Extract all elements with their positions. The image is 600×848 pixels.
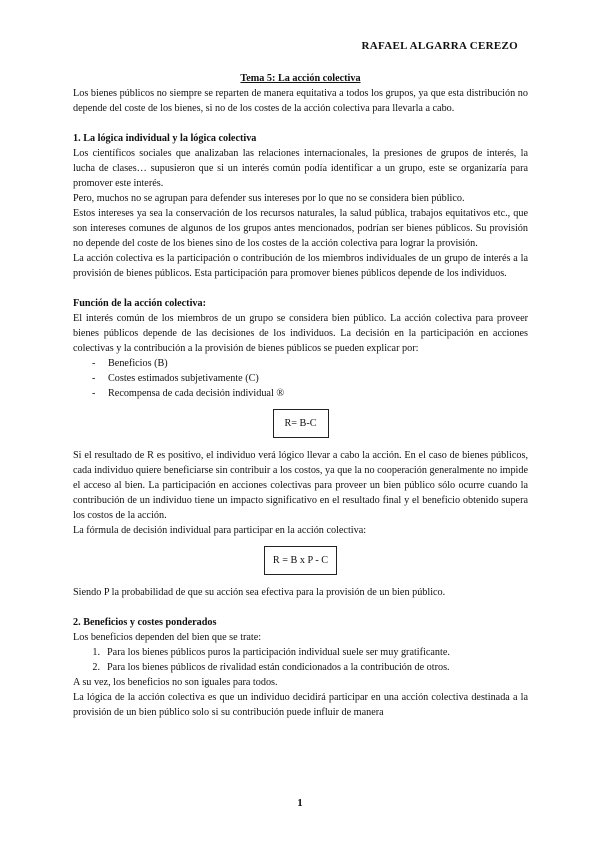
- list-text: Para los bienes públicos de rivalidad están condicionados a la contribución de otros.: [107, 662, 450, 673]
- formula-box-2: R = B x P - C: [264, 546, 337, 575]
- list-number: 2.: [92, 662, 100, 673]
- section-1-paragraph: Estos intereses ya sea la conservación de los recursos naturales, la salud pública, trabajos equitativos etc., que son intereses comunes de algunos de los grupos antes mencionados, podrían ser bienes públicos. Su provisión no depende del coste de los bienes sino de los costes de la acción colectiva para lograr la provisión.: [73, 208, 528, 249]
- section-1-paragraph: Pero, muchos no se agrupan para defender sus intereses por lo que no se considera bien público.: [73, 193, 465, 204]
- section-2-paragraph-3: La lógica de la acción colectiva es que un individuo decidirá participar en una acción colectiva destinada a la provisión de un bien público solo si su contribución puede influir de manera: [73, 692, 528, 718]
- benefits-list: [73, 645, 528, 675]
- list-item: - Recompensa de cada decisión individual ®: [73, 386, 528, 401]
- formula-box-1: R= B-C: [273, 409, 329, 438]
- funcion-paragraph-3: La fórmula de decisión individual para participar en la acción colectiva:: [73, 525, 367, 536]
- list-item: [73, 660, 528, 675]
- funcion-heading: Función de la acción colectiva:: [73, 298, 206, 309]
- section-2-heading: 2. Beneficios y costes ponderados: [73, 617, 217, 628]
- factors-list: [73, 356, 528, 401]
- page-number: 1: [297, 797, 303, 809]
- funcion-paragraph-2: Si el resultado de R es positivo, el individuo verá lógico llevar a cabo la acción. En el caso de bienes públicos, cada individuo quiere beneficiarse sin contribuir a los costos, ya que la no cooperación generalmente no impide el acceso al bien. La participación en acciones colectivas para proveer un bien público sólo ocurre cuando la contribución de un individuo tiene un impacto significativo en el resultado final y el beneficio obtenido supera los costos de la acción.: [73, 450, 528, 521]
- funcion-paragraph-4: Siendo P la probabilidad de que su acción sea efectiva para la provisión de un bien público.: [73, 587, 446, 598]
- document-title: Tema 5: La acción colectiva: [240, 73, 361, 84]
- list-item: - Beneficios (B): [73, 356, 528, 371]
- list-text: Para los bienes públicos puros la participación individual suele ser muy gratificante.: [107, 647, 450, 658]
- section-1-paragraph: La acción colectiva es la participación o contribución de los miembros individuales de un grupo de interés a la provisión de bienes públicos. Esta participación para promover bienes públicos depende de los individuos.: [73, 253, 528, 279]
- section-1-paragraph: Los científicos sociales que analizaban las relaciones internacionales, la presiones de grupos de interés, la lucha de clases… supusieron que si un interés común podía identificar a un grupo, este se organizaría para promover este interés.: [73, 148, 528, 189]
- section-2-paragraph-2: A su vez, los beneficios no son iguales para todos.: [73, 677, 278, 688]
- list-item: - Costes estimados subjetivamente (C): [73, 371, 528, 386]
- funcion-paragraph: El interés común de los miembros de un grupo se considera bien público. La acción colectiva para proveer bienes públicos depende de las decisiones de los individuos. La decisión en la participación en acciones colectivas y la contribución a la provisión de bienes públicos se pueden explicar por:: [73, 313, 528, 354]
- intro-paragraph: Los bienes públicos no siempre se reparten de manera equitativa a todos los grupos, ya que esta distribución no depende del coste de los bienes, si no de los costes de la acción colectiva para llevarla a cabo.: [73, 88, 528, 114]
- document-body: [73, 71, 528, 720]
- section-2-paragraph: Los beneficios dependen del bien que se trate:: [73, 632, 262, 643]
- list-item: [73, 645, 528, 660]
- list-number: 1.: [92, 647, 100, 658]
- section-1-heading: 1. La lógica individual y la lógica colectiva: [73, 133, 257, 144]
- author-header: RAFAEL ALGARRA CEREZO: [361, 40, 518, 52]
